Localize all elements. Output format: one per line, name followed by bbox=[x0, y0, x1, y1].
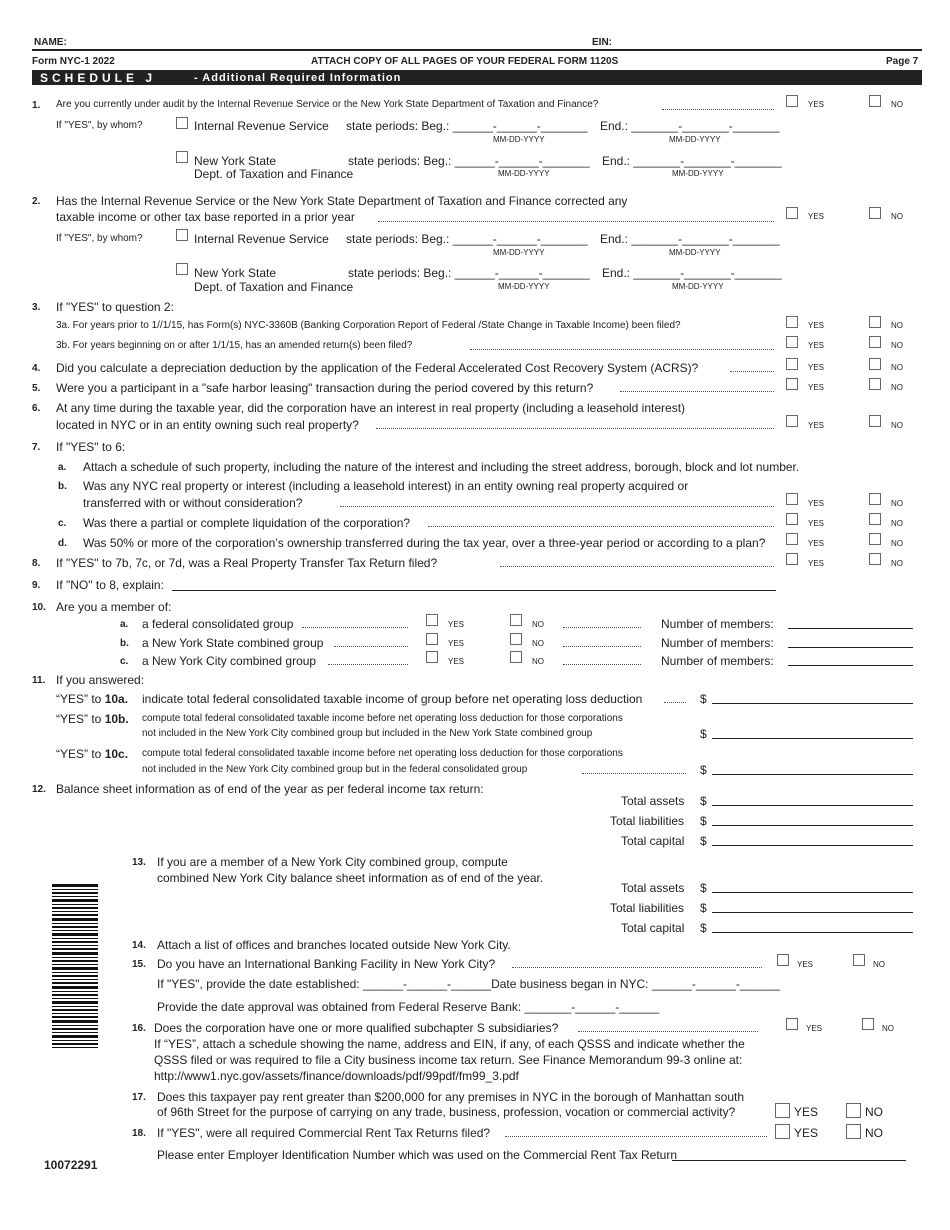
q11-text: If you answered: bbox=[56, 673, 145, 687]
q10a-no-checkbox[interactable] bbox=[510, 614, 522, 626]
q7a-letter: a. bbox=[58, 462, 67, 473]
date-format: MM-DD-YYYY bbox=[669, 248, 721, 257]
leader bbox=[563, 664, 641, 665]
q1-irs-end-field[interactable]: End.: _______-_______-_______ bbox=[600, 119, 780, 133]
yes-label: YES bbox=[794, 1126, 819, 1140]
name-label: NAME: bbox=[34, 37, 67, 48]
date-format: MM-DD-YYYY bbox=[493, 248, 545, 257]
q10a-letter: a. bbox=[120, 619, 129, 630]
dollar-sign: $ bbox=[700, 763, 707, 777]
leader bbox=[563, 627, 641, 628]
q11a-amount-field[interactable] bbox=[712, 703, 913, 704]
date-format: MM-DD-YYYY bbox=[498, 169, 550, 178]
q14-text: Attach a list of offices and branches located outside New York City. bbox=[157, 938, 511, 952]
q2-text-1: Has the Internal Revenue Service or the New York State Department of Taxation and Finance corrected any bbox=[56, 194, 628, 208]
q10c-no-checkbox[interactable] bbox=[510, 651, 522, 663]
q13-total-capital-field[interactable] bbox=[712, 932, 913, 933]
q8-yes-checkbox[interactable] bbox=[786, 553, 798, 565]
q10-text: Are you a member of: bbox=[56, 600, 172, 614]
q17-no-checkbox[interactable] bbox=[846, 1103, 861, 1118]
dollar-sign: $ bbox=[700, 794, 707, 808]
leader bbox=[620, 391, 774, 392]
yes-label: YES bbox=[794, 1105, 819, 1119]
leader bbox=[664, 702, 686, 703]
q7b-yes-checkbox[interactable] bbox=[786, 493, 798, 505]
q18-text: If "YES", were all required Commercial Rent Tax Returns filed? bbox=[157, 1126, 491, 1140]
q3b-no-checkbox[interactable] bbox=[869, 336, 881, 348]
q5-number: 5. bbox=[32, 383, 41, 394]
q12-number: 12. bbox=[32, 784, 46, 795]
q10b-letter: b. bbox=[120, 638, 129, 649]
no-label: NO bbox=[865, 1105, 883, 1119]
q16-number: 16. bbox=[132, 1023, 146, 1034]
q4-yes-checkbox[interactable] bbox=[786, 358, 798, 370]
q13-number: 13. bbox=[132, 857, 146, 868]
q3a-yes-checkbox[interactable] bbox=[786, 316, 798, 328]
q10a-yes-checkbox[interactable] bbox=[426, 614, 438, 626]
q11b-text-1: compute total federal consolidated taxable income before net operating loss deduction for those corporations bbox=[142, 713, 623, 724]
q7b-no-checkbox[interactable] bbox=[869, 493, 881, 505]
no-label: NO bbox=[865, 1126, 883, 1140]
q13-text-2: combined New York City balance sheet information as of end of the year. bbox=[157, 871, 544, 885]
q2-irs-checkbox[interactable] bbox=[176, 229, 188, 241]
q10b-yes-checkbox[interactable] bbox=[426, 633, 438, 645]
q8-no-checkbox[interactable] bbox=[869, 553, 881, 565]
no-label: NO bbox=[882, 1024, 894, 1033]
q10-number: 10. bbox=[32, 602, 46, 613]
q1-nys-label: New York State bbox=[194, 154, 277, 168]
q6-yes-checkbox[interactable] bbox=[786, 415, 798, 427]
q2-number: 2. bbox=[32, 196, 41, 207]
yes-label: YES bbox=[797, 960, 814, 969]
leader bbox=[505, 1136, 767, 1137]
ein-label: EIN: bbox=[592, 37, 612, 48]
q12-total-assets-label: Total assets bbox=[621, 794, 685, 808]
q12-total-assets-field[interactable] bbox=[712, 805, 913, 806]
leader bbox=[376, 428, 774, 429]
barcode-graphic bbox=[52, 884, 98, 1048]
q12-total-capital-field[interactable] bbox=[712, 845, 913, 846]
leader bbox=[328, 664, 408, 665]
q3b-text: 3b. For years beginning on or after 1/1/15, has an amended return(s) been filed? bbox=[56, 340, 413, 351]
q10a-members-field[interactable] bbox=[788, 628, 913, 629]
q9-explain-field[interactable] bbox=[172, 590, 776, 591]
q2-nys-checkbox[interactable] bbox=[176, 263, 188, 275]
yes-label: YES bbox=[808, 499, 825, 508]
q1-no-checkbox[interactable] bbox=[869, 95, 881, 107]
q3-number: 3. bbox=[32, 302, 41, 313]
barcode bbox=[52, 884, 98, 1048]
no-label: NO bbox=[532, 657, 544, 666]
divider bbox=[32, 49, 922, 51]
no-label: NO bbox=[891, 363, 903, 372]
date-format: MM-DD-YYYY bbox=[672, 282, 724, 291]
q13-total-liabilities-field[interactable] bbox=[712, 912, 913, 913]
q13-total-assets-label: Total assets bbox=[621, 881, 685, 895]
q15-dates-line[interactable]: If "YES", provide the date established: ______-______-______Date business began in NYC: ______-______-______ bbox=[157, 977, 780, 991]
yes-label: YES bbox=[448, 639, 465, 648]
q16-text: Does the corporation have one or more qualified subchapter S subsidiaries? bbox=[154, 1021, 559, 1035]
q10b-text: a New York State combined group bbox=[142, 636, 324, 650]
q7d-yes-checkbox[interactable] bbox=[786, 533, 798, 545]
q10b-members-label: Number of members: bbox=[661, 636, 774, 650]
q6-text-1: At any time during the taxable year, did the corporation have an interest in real property (including a leasehold interest) bbox=[56, 401, 686, 415]
no-label: NO bbox=[891, 383, 903, 392]
q11a-prefix: “YES” to 10a. bbox=[56, 692, 129, 706]
yes-label: YES bbox=[808, 539, 825, 548]
q10c-letter: c. bbox=[120, 656, 129, 667]
yes-label: YES bbox=[808, 421, 825, 430]
leader bbox=[512, 967, 762, 968]
q10b-no-checkbox[interactable] bbox=[510, 633, 522, 645]
no-label: NO bbox=[891, 212, 903, 221]
q18-no-checkbox[interactable] bbox=[846, 1124, 861, 1139]
leader bbox=[500, 566, 774, 567]
q7c-text: Was there a partial or complete liquidation of the corporation? bbox=[83, 516, 411, 530]
q2-irs-label: Internal Revenue Service bbox=[194, 232, 329, 246]
yes-label: YES bbox=[808, 363, 825, 372]
leader bbox=[662, 109, 774, 110]
q5-yes-checkbox[interactable] bbox=[786, 378, 798, 390]
q1-irs-checkbox[interactable] bbox=[176, 117, 188, 129]
q15-number: 15. bbox=[132, 959, 146, 970]
no-label: NO bbox=[873, 960, 885, 969]
q10c-members-label: Number of members: bbox=[661, 654, 774, 668]
leader bbox=[334, 646, 408, 647]
q10c-yes-checkbox[interactable] bbox=[426, 651, 438, 663]
q15-text: Do you have an International Banking Facility in New York City? bbox=[157, 957, 496, 971]
q1-by-whom: If "YES", by whom? bbox=[56, 120, 143, 131]
no-label: NO bbox=[891, 519, 903, 528]
q1-irs-label: Internal Revenue Service bbox=[194, 119, 329, 133]
q1-text: Are you currently under audit by the Internal Revenue Service or the New York State Department of Taxation and Finance? bbox=[56, 99, 599, 110]
q15-yes-checkbox[interactable] bbox=[777, 954, 789, 966]
q17-text-2: of 96th Street for the purpose of carrying on any trade, business, profession, vocation or commercial activity? bbox=[157, 1105, 736, 1119]
q15-approval-line[interactable]: Provide the date approval was obtained from Federal Reserve Bank: _______-______-______ bbox=[157, 1000, 660, 1014]
q17-yes-checkbox[interactable] bbox=[775, 1103, 790, 1118]
yes-label: YES bbox=[808, 100, 825, 109]
q8-number: 8. bbox=[32, 558, 41, 569]
q11-number: 11. bbox=[32, 675, 46, 686]
q18-number: 18. bbox=[132, 1128, 146, 1139]
dollar-sign: $ bbox=[700, 921, 707, 935]
q9-number: 9. bbox=[32, 580, 41, 591]
q11c-amount-field[interactable] bbox=[712, 774, 913, 775]
q3a-no-checkbox[interactable] bbox=[869, 316, 881, 328]
q3a-text: 3a. For years prior to 1//1/15, has Form(s) NYC-3360B (Banking Corporation Report of Federal /State Change in Taxable Income) been filed? bbox=[56, 320, 681, 331]
no-label: NO bbox=[891, 321, 903, 330]
yes-label: YES bbox=[808, 383, 825, 392]
yes-label: YES bbox=[806, 1024, 823, 1033]
page-number: Page 7 bbox=[886, 56, 919, 67]
q10c-members-field[interactable] bbox=[788, 665, 913, 666]
q3-text: If "YES" to question 2: bbox=[56, 300, 174, 314]
date-format: MM-DD-YYYY bbox=[669, 135, 721, 144]
q11a-text: indicate total federal consolidated taxable income of group before net operating loss deduction bbox=[142, 692, 643, 706]
dollar-sign: $ bbox=[700, 727, 707, 741]
q2-nys-label: New York State bbox=[194, 266, 277, 280]
q7d-text: Was 50% or more of the corporation’s ownership transferred during the tax year, over a three-year period or according to a plan? bbox=[83, 536, 766, 550]
q13-total-assets-field[interactable] bbox=[712, 892, 913, 893]
q5-no-checkbox[interactable] bbox=[869, 378, 881, 390]
leader bbox=[378, 221, 774, 222]
q1-nys-checkbox[interactable] bbox=[176, 151, 188, 163]
dollar-sign: $ bbox=[700, 881, 707, 895]
q10b-members-field[interactable] bbox=[788, 647, 913, 648]
q4-text: Did you calculate a depreciation deduction by the application of the Federal Accelerated Cost Recovery System (ACRS)? bbox=[56, 361, 699, 375]
attach-note: ATTACH COPY OF ALL PAGES OF YOUR FEDERAL FORM 1120S bbox=[311, 56, 619, 67]
q4-number: 4. bbox=[32, 363, 41, 374]
q1-number: 1. bbox=[32, 100, 41, 111]
q2-by-whom: If "YES", by whom? bbox=[56, 233, 143, 244]
yes-label: YES bbox=[448, 657, 465, 666]
dollar-sign: $ bbox=[700, 692, 707, 706]
yes-label: YES bbox=[808, 212, 825, 221]
q10a-members-label: Number of members: bbox=[661, 617, 774, 631]
q15-no-checkbox[interactable] bbox=[853, 954, 865, 966]
no-label: NO bbox=[891, 421, 903, 430]
leader bbox=[578, 1031, 758, 1032]
q7-text: If "YES" to 6: bbox=[56, 440, 126, 454]
q7c-letter: c. bbox=[58, 518, 67, 529]
q17-number: 17. bbox=[132, 1092, 146, 1103]
q18-ein-field[interactable] bbox=[672, 1160, 906, 1161]
no-label: NO bbox=[891, 559, 903, 568]
q16-no-checkbox[interactable] bbox=[862, 1018, 874, 1030]
no-label: NO bbox=[891, 499, 903, 508]
q9-text: If "NO" to 8, explain: bbox=[56, 578, 164, 592]
q2-text-2: taxable income or other tax base reported in a prior year bbox=[56, 210, 355, 224]
q7b-text-2: transferred with or without consideration? bbox=[83, 496, 303, 510]
q2-irs-end-field[interactable]: End.: _______-_______-_______ bbox=[600, 232, 780, 246]
q16-text-2: If “YES”, attach a schedule showing the name, address and EIN, if any, of each QSSS and indicate whether the bbox=[154, 1037, 745, 1051]
dollar-sign: $ bbox=[700, 814, 707, 828]
q11b-text-2: not included in the New York City combined group but included in the New York State combined group bbox=[142, 728, 593, 739]
q14-number: 14. bbox=[132, 940, 146, 951]
q1-nys-beg-field[interactable]: state periods: Beg.: ______-______-_______ bbox=[348, 154, 590, 168]
q7c-no-checkbox[interactable] bbox=[869, 513, 881, 525]
no-label: NO bbox=[891, 539, 903, 548]
q2-nys-dept: Dept. of Taxation and Finance bbox=[194, 280, 354, 294]
q16-memo-link[interactable]: http://www1.nyc.gov/assets/finance/downloads/pdf/99pdf/fm99_3.pdf bbox=[154, 1069, 519, 1083]
q11b-amount-field[interactable] bbox=[712, 738, 913, 739]
q18-ein-label: Please enter Employer Identification Number which was used on the Commercial Rent Tax Return bbox=[157, 1148, 678, 1162]
q16-text-3: QSSS filed or was required to file a City business income tax return. See Finance Memorandum 99-3 online at: bbox=[154, 1053, 743, 1067]
q2-nys-end-field[interactable]: End.: _______-_______-_______ bbox=[602, 266, 782, 280]
yes-label: YES bbox=[808, 321, 825, 330]
q11c-text-2: not included in the New York City combined group but in the federal consolidated group bbox=[142, 764, 528, 775]
q1-nys-end-field[interactable]: End.: _______-_______-_______ bbox=[602, 154, 782, 168]
q2-yes-checkbox[interactable] bbox=[786, 207, 798, 219]
q1-yes-checkbox[interactable] bbox=[786, 95, 798, 107]
q13-text-1: If you are a member of a New York City combined group, compute bbox=[157, 855, 508, 869]
q2-nys-beg-field[interactable]: state periods: Beg.: ______-______-_______ bbox=[348, 266, 590, 280]
no-label: NO bbox=[891, 341, 903, 350]
q7a-text: Attach a schedule of such property, including the nature of the interest and including the street address, borough, block and lot number. bbox=[83, 460, 800, 474]
no-label: NO bbox=[532, 639, 544, 648]
leader bbox=[730, 371, 774, 372]
q11b-prefix: “YES” to 10b. bbox=[56, 712, 129, 726]
q12-total-liabilities-label: Total liabilities bbox=[610, 814, 685, 828]
q17-text-1: Does this taxpayer pay rent greater than $200,000 for any premises in NYC in the borough of Manhattan south bbox=[157, 1090, 745, 1104]
date-format: MM-DD-YYYY bbox=[493, 135, 545, 144]
no-label: NO bbox=[891, 100, 903, 109]
q12-total-liabilities-field[interactable] bbox=[712, 825, 913, 826]
q8-text: If "YES" to 7b, 7c, or 7d, was a Real Property Transfer Tax Return filed? bbox=[56, 556, 438, 570]
q7-number: 7. bbox=[32, 442, 41, 453]
q2-no-checkbox[interactable] bbox=[869, 207, 881, 219]
no-label: NO bbox=[532, 620, 544, 629]
q5-text: Were you a participant in a "safe harbor leasing" transaction during the period covered by this return? bbox=[56, 381, 594, 395]
q10c-text: a New York City combined group bbox=[142, 654, 317, 668]
q6-text-2: located in NYC or in an entity owning such real property? bbox=[56, 418, 359, 432]
q16-yes-checkbox[interactable] bbox=[786, 1018, 798, 1030]
dollar-sign: $ bbox=[700, 834, 707, 848]
q13-total-capital-label: Total capital bbox=[621, 921, 685, 935]
q7d-letter: d. bbox=[58, 538, 67, 549]
q3b-yes-checkbox[interactable] bbox=[786, 336, 798, 348]
q1-nys-dept: Dept. of Taxation and Finance bbox=[194, 167, 354, 181]
yes-label: YES bbox=[808, 519, 825, 528]
q4-no-checkbox[interactable] bbox=[869, 358, 881, 370]
date-format: MM-DD-YYYY bbox=[672, 169, 724, 178]
q11c-text-1: compute total federal consolidated taxable income before net operating loss deduction for those corporations bbox=[142, 748, 623, 759]
yes-label: YES bbox=[448, 620, 465, 629]
q12-text: Balance sheet information as of end of the year as per federal income tax return: bbox=[56, 782, 484, 796]
q11c-prefix: “YES” to 10c. bbox=[56, 747, 129, 761]
schedule-title: SCHEDULE J bbox=[40, 71, 157, 85]
leader bbox=[302, 627, 408, 628]
q12-total-capital-label: Total capital bbox=[621, 834, 685, 848]
yes-label: YES bbox=[808, 559, 825, 568]
yes-label: YES bbox=[808, 341, 825, 350]
leader bbox=[582, 773, 686, 774]
date-format: MM-DD-YYYY bbox=[498, 282, 550, 291]
leader bbox=[428, 526, 774, 527]
leader bbox=[340, 506, 774, 507]
q7c-yes-checkbox[interactable] bbox=[786, 513, 798, 525]
form-code: 10072291 bbox=[44, 1158, 98, 1172]
q18-yes-checkbox[interactable] bbox=[775, 1124, 790, 1139]
form-id: Form NYC-1 2022 bbox=[32, 56, 115, 67]
q10a-text: a federal consolidated group bbox=[142, 617, 294, 631]
dollar-sign: $ bbox=[700, 901, 707, 915]
leader bbox=[470, 349, 774, 350]
q7b-text-1: Was any NYC real property or interest (including a leasehold interest) in an entity owning real property acquired or bbox=[83, 479, 689, 493]
q1-irs-beg-field[interactable]: state periods: Beg.: ______-______-_______ bbox=[346, 119, 588, 133]
q7d-no-checkbox[interactable] bbox=[869, 533, 881, 545]
q6-number: 6. bbox=[32, 403, 41, 414]
leader bbox=[563, 646, 641, 647]
q13-total-liabilities-label: Total liabilities bbox=[610, 901, 685, 915]
q7b-letter: b. bbox=[58, 481, 67, 492]
schedule-banner bbox=[32, 70, 922, 85]
q2-irs-beg-field[interactable]: state periods: Beg.: ______-______-_______ bbox=[346, 232, 588, 246]
q6-no-checkbox[interactable] bbox=[869, 415, 881, 427]
schedule-subtitle: - Additional Required Information bbox=[194, 72, 402, 84]
